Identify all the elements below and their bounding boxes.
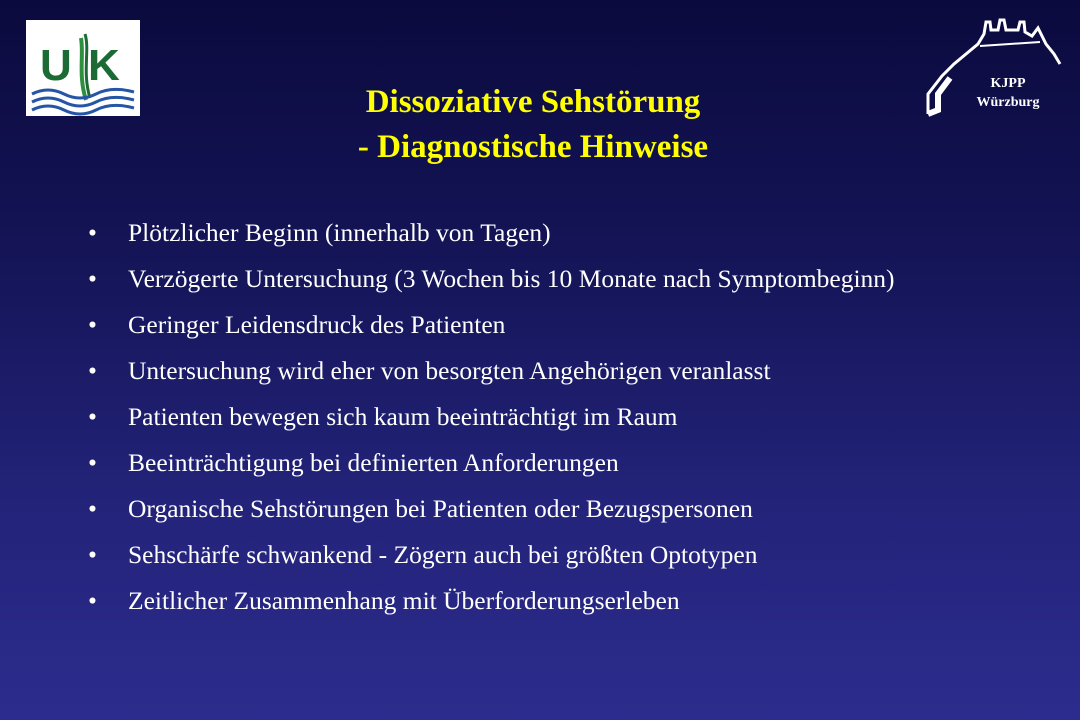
bullet-icon: • — [88, 402, 97, 431]
ukw-logo-icon — [26, 20, 140, 116]
title-line-1: Dissoziative Sehstörung — [365, 84, 701, 120]
kjpp-label — [962, 74, 1054, 112]
bullet-icon: • — [88, 218, 97, 247]
bullet-icon: • — [88, 448, 97, 477]
ukw-logo — [26, 20, 140, 116]
bullet-icon: • — [88, 356, 97, 385]
bullet-icon: • — [88, 494, 97, 523]
bullet-text: Organische Sehstörungen bei Patienten oder Bezugspersonen — [128, 494, 753, 523]
bullet-text: Patienten bewegen sich kaum beeinträchtigt im Raum — [128, 402, 678, 431]
bullet-text: Zeitlicher Zusammenhang mit Überforderungserleben — [128, 586, 680, 615]
bullet-icon: • — [88, 264, 97, 293]
bullet-item — [88, 354, 988, 388]
svg-text:U: U — [40, 41, 72, 90]
kjpp-line2: Würzburg — [976, 95, 1040, 110]
slide-title — [200, 80, 866, 170]
bullet-item — [88, 492, 988, 526]
bullet-text: Untersuchung wird eher von besorgten Angehörigen veranlasst — [128, 356, 771, 385]
bullet-text: Verzögerte Untersuchung (3 Wochen bis 10 Monate nach Symptombeginn) — [128, 264, 895, 293]
bullet-text: Geringer Leidensdruck des Patienten — [128, 310, 506, 339]
bullet-item — [88, 538, 988, 572]
bullet-text: Sehschärfe schwankend - Zögern auch bei größten Optotypen — [128, 540, 758, 569]
bullet-item — [88, 446, 988, 480]
bullet-item — [88, 216, 988, 250]
svg-text:K: K — [88, 41, 120, 90]
bullet-item — [88, 584, 988, 618]
bullet-icon: • — [88, 540, 97, 569]
bullet-icon: • — [88, 586, 97, 615]
kjpp-line1: KJPP — [990, 76, 1026, 91]
title-line-2: - Diagnostische Hinweise — [357, 129, 709, 165]
bullet-list — [88, 216, 988, 630]
bullet-item — [88, 400, 988, 434]
bullet-item — [88, 308, 988, 342]
bullet-text: Beeinträchtigung bei definierten Anforderungen — [128, 448, 619, 477]
bullet-text: Plötzlicher Beginn (innerhalb von Tagen) — [128, 218, 551, 247]
bullet-item — [88, 262, 988, 296]
bullet-icon: • — [88, 310, 97, 339]
